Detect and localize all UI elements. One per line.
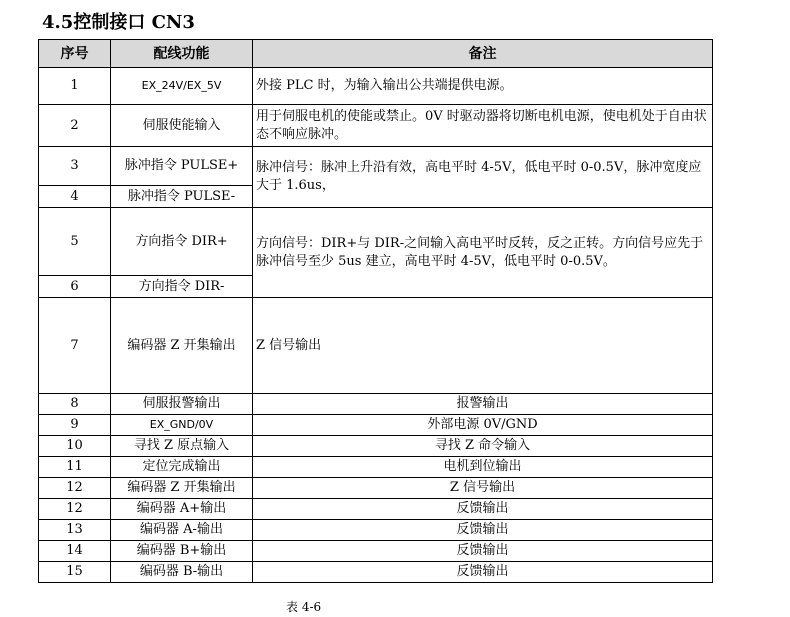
cell-remark: 脉冲信号：脉冲上升沿有效，高电平时 4-5V，低电平时 0-0.5V，脉冲宽度应大于 1.6us， [253,147,713,208]
cell-remark: 寻找 Z 命令输入 [253,436,713,457]
cell-remark: Z 信号输出 [253,298,713,394]
table-row [39,394,713,415]
cell-function: 伺服使能输入 [111,105,253,147]
cell-function: 定位完成输出 [111,457,253,478]
cell-remark: 报警输出 [253,394,713,415]
cell-remark: 方向信号：DIR+与 DIR-之间输入高电平时反转，反之正转。方向信号应先于脉冲信号至少 5us 建立，高电平时 4-5V，低电平时 0-0.5V。 [253,208,713,298]
table-row [39,562,713,583]
table-row [39,208,713,276]
cell-remark: 反馈输出 [253,562,713,583]
table-row [39,520,713,541]
cell-function: 编码器 B+输出 [111,541,253,562]
cell-no: 9 [39,415,111,436]
cell-function: 方向指令 DIR+ [111,208,253,276]
cell-remark: 反馈输出 [253,541,713,562]
cn3-interface-table [38,39,713,583]
table-row [39,68,713,105]
cell-function: 脉冲指令 PULSE+ [111,147,253,186]
header-remark: 备注 [253,40,713,68]
table-row [39,436,713,457]
section-title: 4.5控制接口 CN3 [42,12,195,33]
table-row [39,478,713,499]
cell-function: 脉冲指令 PULSE- [111,186,253,208]
cell-function: EX_GND/0V [111,415,253,436]
cell-no: 5 [39,208,111,276]
table-row [39,298,713,394]
cell-no: 3 [39,147,111,186]
cell-no: 1 [39,68,111,105]
cell-function: 编码器 B-输出 [111,562,253,583]
cell-remark: 反馈输出 [253,499,713,520]
cell-function: 编码器 A-输出 [111,520,253,541]
table-row [39,147,713,186]
table-caption: 表 4-6 [286,600,322,614]
table-row [39,105,713,147]
cell-no: 2 [39,105,111,147]
table-row [39,415,713,436]
cell-function: 方向指令 DIR- [111,276,253,298]
cell-no: 12 [39,499,111,520]
cell-remark: 反馈输出 [253,520,713,541]
cell-no: 11 [39,457,111,478]
cell-no: 12 [39,478,111,499]
cell-no: 6 [39,276,111,298]
cell-function: 编码器 A+输出 [111,499,253,520]
cell-no: 15 [39,562,111,583]
cell-no: 4 [39,186,111,208]
table-row [39,499,713,520]
cell-no: 14 [39,541,111,562]
cell-remark: 用于伺服电机的使能或禁止。0V 时驱动器将切断电机电源，使电机处于自由状态不响应脉冲。 [253,105,713,147]
cell-remark: Z 信号输出 [253,478,713,499]
cell-function: 编码器 Z 开集输出 [111,478,253,499]
cell-no: 10 [39,436,111,457]
table-row [39,457,713,478]
table-row [39,541,713,562]
cell-remark: 外接 PLC 时，为输入输出公共端提供电源。 [253,68,713,105]
cell-no: 13 [39,520,111,541]
cell-function: 编码器 Z 开集输出 [111,298,253,394]
cell-no: 8 [39,394,111,415]
header-function: 配线功能 [111,40,253,68]
cell-function: EX_24V/EX_5V [111,68,253,105]
cell-function: 伺服报警输出 [111,394,253,415]
cell-no: 7 [39,298,111,394]
cell-function: 寻找 Z 原点输入 [111,436,253,457]
cell-remark: 外部电源 0V/GND [253,415,713,436]
cell-remark: 电机到位输出 [253,457,713,478]
table-header-row [39,40,713,68]
header-no: 序号 [39,40,111,68]
